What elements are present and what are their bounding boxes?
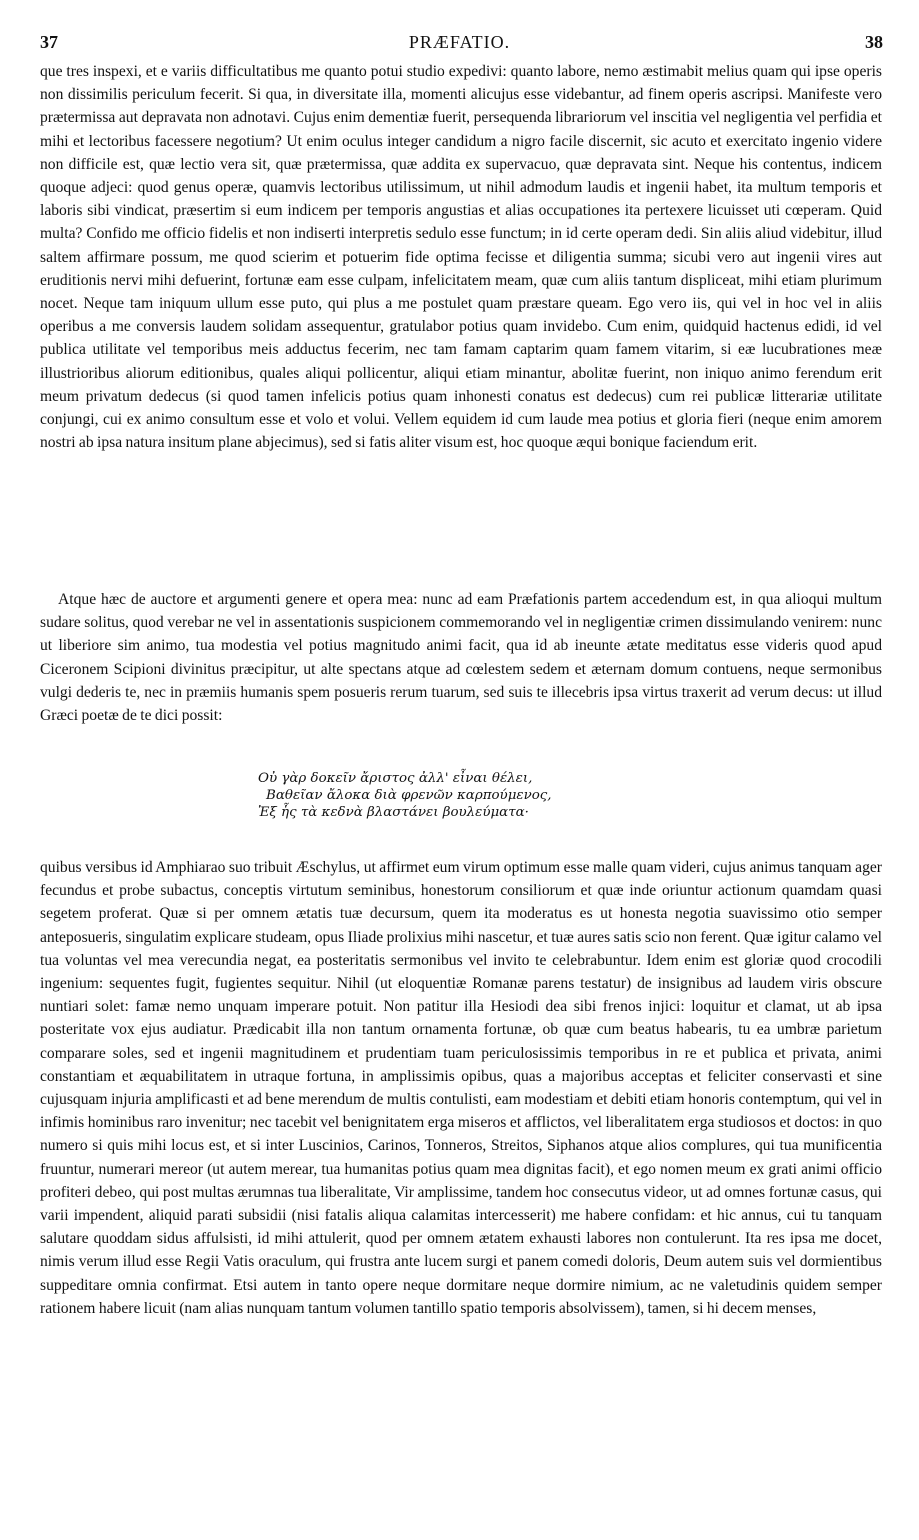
paragraph-continuation: que tres inspexi, et e variis difficultatibus me quanto potui studio expedivi: quanto labore, nemo æstimabit melius quam qui ipse operis non dissimilis periculum fecerit. Si qua, in diversitate illa, momenti alicujus esse videbantur, ad finem operis ascripsi. Manifeste vero prætermissa aut depravata non adnotavi. Cujus enim dementiæ fuerit, persequenda librariorum vel inscitia vel negligentia vel perfidia et mihi et lectoribus facessere negotium? Ut enim oculus integer candidum a nigro facile discernit, sic acuto et exercitato ingenio videre non difficile est, quæ lectio vera sit, quæ prætermissa, quæ addita ex supervacuo, quæ depravata sint. Neque his contentus, indicem quoque adjeci: quod genus operæ, quamvis lectoribus utilissimum, ut nihil admodum laudis et ingenii habet, ita multum temporis et laboris sibi vindicat, præsertim si eum indicem per temporis angustias et alias occupationes ita pertexere licuisset uti cœperam. Quid multa? Confido me officio fidelis et non indiserti interpretis sedulo esse functum; in id certe operam dedi. Sin aliis aliud videbitur, illud saltem affirmare possum, me quod scierim et potuerim fide optima fecisse et diligentia summa; sicubi vero aut ingenii vires aut eruditionis nervi mihi defuerint, fortunæ eam esse culpam, infelicitatem meam, quæ cum aliis tantum displiceat, mihi etiam plurimum nocet. Neque tam iniquum ullum esse puto, qui plus a me postulet quam præstare queam. Ego vero iis, qui vel in hoc vel in aliis operibus a me conversis laudem solidam assequentur, gratulabor potius quam invidebo. Cum enim, quidquid hactenus edidi, id vel publica utilitate vel temporibus meis adductus fecerim, nec tam famam captarim quam famem vitarim, si eæ lucubrationes meæ illustrioribus aliorum editionibus, quales aliqui pollicentur, aliqui etiam minantur, abolitæ fuerint, non iniquo animo ferendum erit meum privatum dedecus (si quod tamen infelicis potius quam inhonesti conatus est dedecus) cum rei publicæ litterariæ utilitate conjungi, cui ex animo consultum esse et volo et volui. Vellem equidem id cum laude mea potius et gloria fieri (neque enim amorem nostri ab ipsa natura insitum plane abjecimus), sed si fatis aliter visum est, hoc quoque æqui bonique faciendum erit. <box>40 63 882 452</box>
paragraph-preface-part: Atque hæc de auctore et argumenti genere et opera mea: nunc ad eam Præfationis partem accedendum est, in qua alioqui multum sudare solitus, quod verebar ne vel in assentationis suspicionem commemorando vel in negligentiæ crimen dissimulando venirem: nunc ut liberiore sim animo, tua modestia vel potius magnitudo animi facit, qua id ab ineunte ætate meditatus esse videris quod apud Ciceronem Scipioni divinitus præcipitur, ut alte spectans atque ad cœlestem sedem et æternam domum contuens, neque sermonibus vulgi dederis te, nec in præmiis humanis spem posueris rerum tuarum, sed suis te illecebris ipsa virtus traxerit ad verum decus: ut illud Græci poetæ de te dici possit: <box>40 591 882 725</box>
page-number-right: 38 <box>865 32 883 52</box>
verse-line: Ἐξ ἧς τὰ κεδνὰ βλαστάνει βουλεύματα· <box>258 805 529 820</box>
verse-line: Βαθεῖαν ἄλοκα διὰ φρενῶν καρπούμενος, <box>266 788 552 803</box>
running-title: PRÆFATIO. <box>408 32 511 52</box>
page-header <box>0 32 919 60</box>
greek-verse-quotation <box>258 770 638 821</box>
paragraph-after-verse: quibus versibus id Amphiarao suo tribuit Æschylus, ut affirmet eum virum optimum esse malle quam videri, cujus animus tanquam ager fecundus et probe subactus, conceptis virtutum seminibus, honestorum consiliorum et quæ inde oriuntur actionum quamdam quasi segetem proferat. Quæ si per omnem ætatis tuæ decursum, quem ita moderatus es ut honesta negotia suavissimo otio semper anteposueris, singulatim explicare studeam, opus Iliade prolixius mihi nascetur, et tuæ aures satis scio non ferent. Quæ igitur calamo vel tua voluntas vel mea verecundia negat, ea posteritatis sermonibus vel invito te celebrabuntur. Idem enim est gloriæ quod crocodili ingenium: sequentes fugit, fugientes sequitur. Nihil (ut eloquentiæ Romanæ parens testatur) de insignibus ad laudem viris obscure nuntiari solet: famæ nemo unquam imperare potuit. Non patitur illa Hesiodi dea sibi frenos injici: loquitur et clamat, ut ab ipsa posteritate vox ejus audiatur. Prædicabit illa non tantum ornamenta fortunæ, ob quæ cum beatus habearis, tu ea umbræ parietum comparare soles, sed et ingenii magnitudinem et prudentiam tuam periculosissimis temporibus in re et publica et privata, animi constantiam et æquabilitatem in utraque fortuna, in amplissimis opibus, quas a majoribus acceptas et feliciter conservasti et sine cujusquam injuria amplificasti et ad bene merendum de multis contulisti, eam modestiam et debiti etiam honoris contemptum, qui vel in infimis hominibus raro invenitur; nec tacebit vel benignitatem erga miseros et afflictos, vel liberalitatem erga studiosos et doctos: in quo numero si quis mihi locus est, et si inter Luscinios, Carinos, Tonneros, Streitos, Siphanos atque alios complures, qui tua munificentia fruuntur, numerari mereor (ut autem merear, tua humanitas potius quam mea dignitas facit), et ego nomen meum ex grati animi officio profiteri debeo, qui post multas ærumnas tua liberalitate, Vir amplissime, tandem hoc consecutus videor, ut ad omnes fortunæ casus, qui varii impendent, aliquid parati subsidii (nisi fatalis aliqua calamitas intercesserit) me habere confidam: et hic annus, cui tu tanquam salutare quoddam sidus affulsisti, id mihi attulerit, quod per omnem ætatem exhausti labores non contulerunt. Ita res ipsa me docet, nimis verum illud esse Regii Vatis oraculum, qui frustra ante lucem surgi et panem comedi doloris, Deum autem suis vel dormientibus suppeditare omnia confirmat. Etsi autem in tanto opere neque dormitare neque dormire nimium, ac ne valetudinis quidem semper rationem habere licuit (nam alias nunquam tantum volumen tantillo spatio temporis absolvissem), tamen, si hi decem menses, <box>40 859 882 1317</box>
page-number-left: 37 <box>40 32 58 52</box>
verse-line: Οὐ γὰρ δοκεῖν ἄριστος ἀλλ' εἶναι θέλει, <box>258 771 533 786</box>
